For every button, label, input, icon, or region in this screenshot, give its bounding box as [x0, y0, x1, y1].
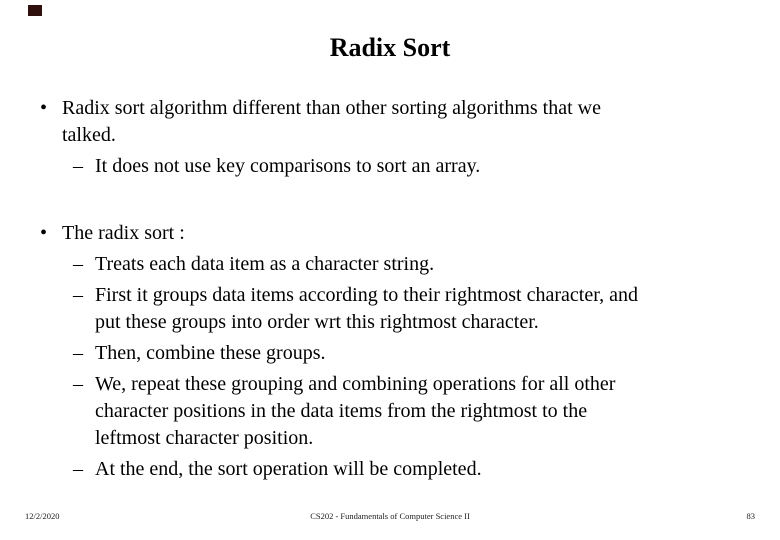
bullet-item	[0, 371, 780, 452]
bullet-line: The radix sort :	[62, 222, 185, 244]
bullet-line: put these groups into order wrt this rightmost character.	[95, 311, 539, 333]
bullet-marker: •	[40, 97, 48, 119]
bullet-item	[0, 340, 780, 367]
slide-title: Radix Sort	[329, 33, 451, 62]
bullet-line: Radix sort algorithm different than other sorting algorithms that we	[62, 97, 601, 119]
dash-marker: –	[73, 342, 83, 364]
footer-page-number: 83	[746, 511, 755, 521]
dash-marker: –	[73, 253, 83, 275]
bullet-marker: •	[40, 222, 48, 244]
bullet-line: At the end, the sort operation will be completed.	[95, 458, 482, 480]
section-gap	[0, 184, 780, 220]
footer-date: 12/2/2020	[25, 511, 60, 521]
bullet-line: We, repeat these grouping and combining operations for all other	[95, 373, 616, 395]
bullet-item	[0, 456, 780, 483]
bullet-line: leftmost character position.	[95, 427, 314, 449]
bullet-line: talked.	[62, 124, 116, 146]
bullet-item	[0, 282, 780, 336]
corner-artifact	[28, 5, 42, 16]
slide-body	[0, 95, 780, 487]
dash-marker: –	[73, 458, 83, 480]
footer-course-label: CS202 - Fundamentals of Computer Science II	[310, 511, 470, 521]
bullet-item	[0, 153, 780, 180]
dash-marker: –	[73, 284, 83, 306]
dash-marker: –	[73, 373, 83, 395]
bullet-line: character positions in the data items from the rightmost to the	[95, 400, 588, 422]
bullet-item	[0, 95, 780, 149]
bullet-item	[0, 220, 780, 247]
bullet-line: First it groups data items according to their rightmost character, and	[95, 284, 638, 306]
bullet-line: It does not use key comparisons to sort an array.	[95, 155, 481, 177]
bullet-item	[0, 251, 780, 278]
dash-marker: –	[73, 155, 83, 177]
bullet-line: Then, combine these groups.	[95, 342, 326, 364]
bullet-line: Treats each data item as a character string.	[95, 253, 435, 275]
